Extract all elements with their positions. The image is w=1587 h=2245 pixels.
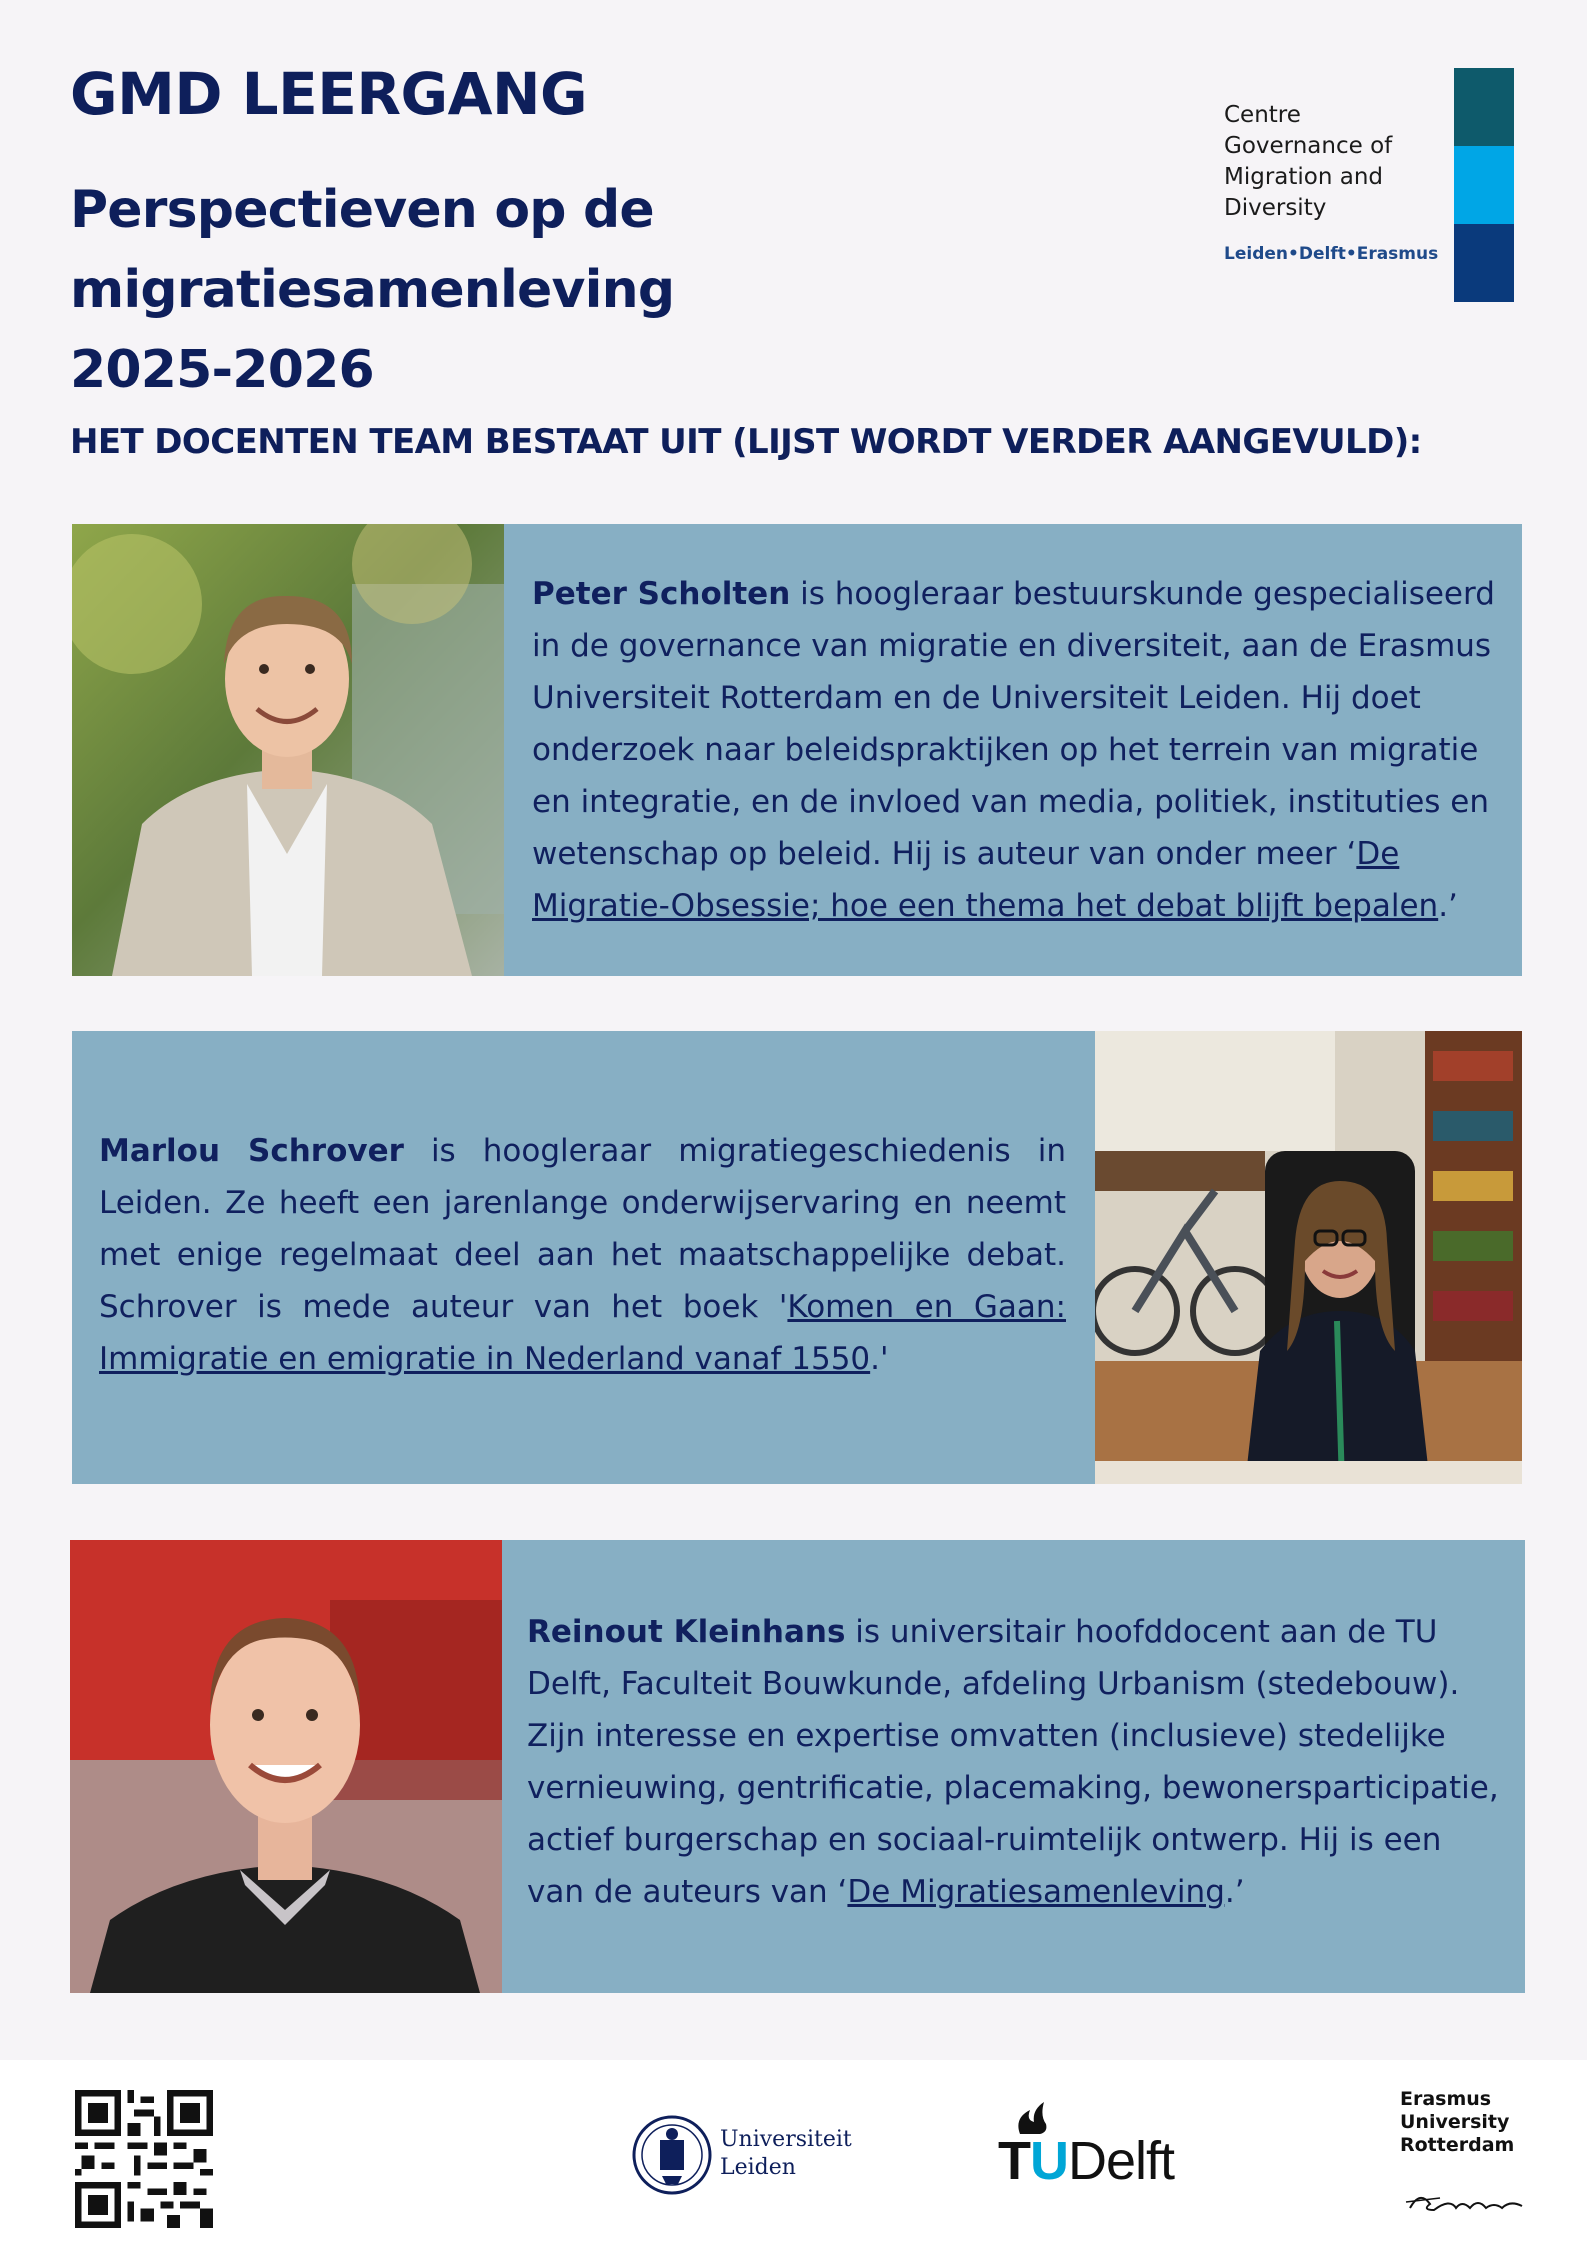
teacher-name: Marlou Schrover — [99, 1133, 404, 1169]
bio-text-end: .’ — [1224, 1874, 1245, 1910]
bio-schrover — [99, 1125, 1066, 1385]
bio-text-end: .’ — [1438, 888, 1458, 924]
book-link[interactable]: De Migratie-Obsessie; hoe een thema het debat blijft bepalen — [532, 836, 1439, 924]
subtitle-line-2: 2025-2026 — [70, 340, 374, 400]
photo-kleinhans — [70, 1540, 502, 1993]
logo-bar-segment — [1454, 146, 1514, 224]
erasmus-line: University — [1400, 2111, 1510, 2133]
portrait-kleinhans-image — [70, 1540, 502, 1993]
footer — [0, 2060, 1587, 2245]
photo-scholten — [72, 524, 504, 976]
bio-scholten — [532, 568, 1498, 932]
logo-bar-segment — [1454, 224, 1514, 302]
portrait-scholten-image — [72, 524, 504, 976]
tudelft-text — [998, 2130, 1174, 2192]
leiden-text — [720, 2126, 852, 2182]
qr-code-image — [75, 2090, 213, 2228]
bio-text: is hoogleraar bestuurskunde gespecialiseerd in de governance van migratie en diversiteit, aan de Erasmus Universiteit Rotterdam en de Universiteit Leiden. Hij doet onderzoek naar beleidspraktijken op het terrein van migratie en integratie, en de invloed van media, politiek, instituties en wetenschap op beleid. Hij is auteur van onder meer ‘ — [532, 576, 1495, 872]
book-link[interactable]: De Migratiesamenleving — [847, 1874, 1225, 1910]
page-subtitle — [70, 170, 1170, 410]
tudelft-u: U — [1030, 2131, 1068, 2191]
leiden-university-logo — [632, 2110, 852, 2206]
logo-line: Centre — [1224, 102, 1301, 128]
bio-text-end: .' — [870, 1341, 889, 1377]
bio-kleinhans — [527, 1606, 1507, 1918]
logo-line: Diversity — [1224, 195, 1327, 221]
page-title: GMD LEERGANG — [70, 60, 588, 128]
photo-schrover — [1095, 1031, 1522, 1484]
logo-subtext: Leiden•Delft•Erasmus — [1224, 244, 1439, 264]
erasmus-signature-icon — [1400, 2180, 1530, 2220]
logo-line: Governance of — [1224, 133, 1393, 159]
bio-text: is universitair hoofddocent aan de TU Delft, Faculteit Bouwkunde, afdeling Urbanism (stedebouw). Zijn interesse en expertise omvatten (inclusieve) stedelijke vernieuwing, gentrificatie, placemaking, bewonersparticipatie, actief burgerschap en sociaal-ruimtelijk ontwerp. Hij is een van de auteurs van ‘ — [527, 1614, 1499, 1910]
erasmus-line: Erasmus — [1400, 2088, 1492, 2110]
qr-code[interactable] — [75, 2090, 213, 2228]
gmd-logo — [1224, 68, 1524, 304]
portrait-schrover-image — [1095, 1031, 1522, 1484]
tudelft-rest: Delft — [1068, 2131, 1175, 2191]
erasmus-university-logo — [1400, 2088, 1550, 2228]
subtitle-line-1: Perspectieven op de migratiesamenleving — [70, 180, 675, 320]
logo-color-bar — [1454, 68, 1514, 302]
teacher-name: Reinout Kleinhans — [527, 1614, 846, 1650]
section-heading: HET DOCENTEN TEAM BESTAAT UIT (LIJST WORDT VERDER AANGEVULD): — [70, 422, 1422, 462]
leiden-line: Leiden — [720, 2155, 796, 2180]
logo-text — [1224, 100, 1392, 224]
book-link[interactable]: Komen en Gaan: Immigratie en emigratie in Nederland vanaf 1550 — [99, 1289, 1066, 1377]
leiden-line: Universiteit — [720, 2127, 852, 2152]
tudelft-t: T — [998, 2131, 1030, 2191]
logo-line: Migration and — [1224, 164, 1384, 190]
tudelft-logo — [998, 2100, 1218, 2200]
leiden-seal-icon — [632, 2110, 712, 2200]
logo-bar-segment — [1454, 68, 1514, 146]
teacher-name: Peter Scholten — [532, 576, 791, 612]
erasmus-text — [1400, 2088, 1550, 2157]
bio-text: is hoogleraar migratiegeschiedenis in Leiden. Ze heeft een jarenlange onderwijservaring en neemt met enige regelmaat deel aan het maatschappelijke debat. Schrover is mede auteur van het boek ' — [99, 1133, 1067, 1325]
erasmus-line: Rotterdam — [1400, 2134, 1515, 2156]
